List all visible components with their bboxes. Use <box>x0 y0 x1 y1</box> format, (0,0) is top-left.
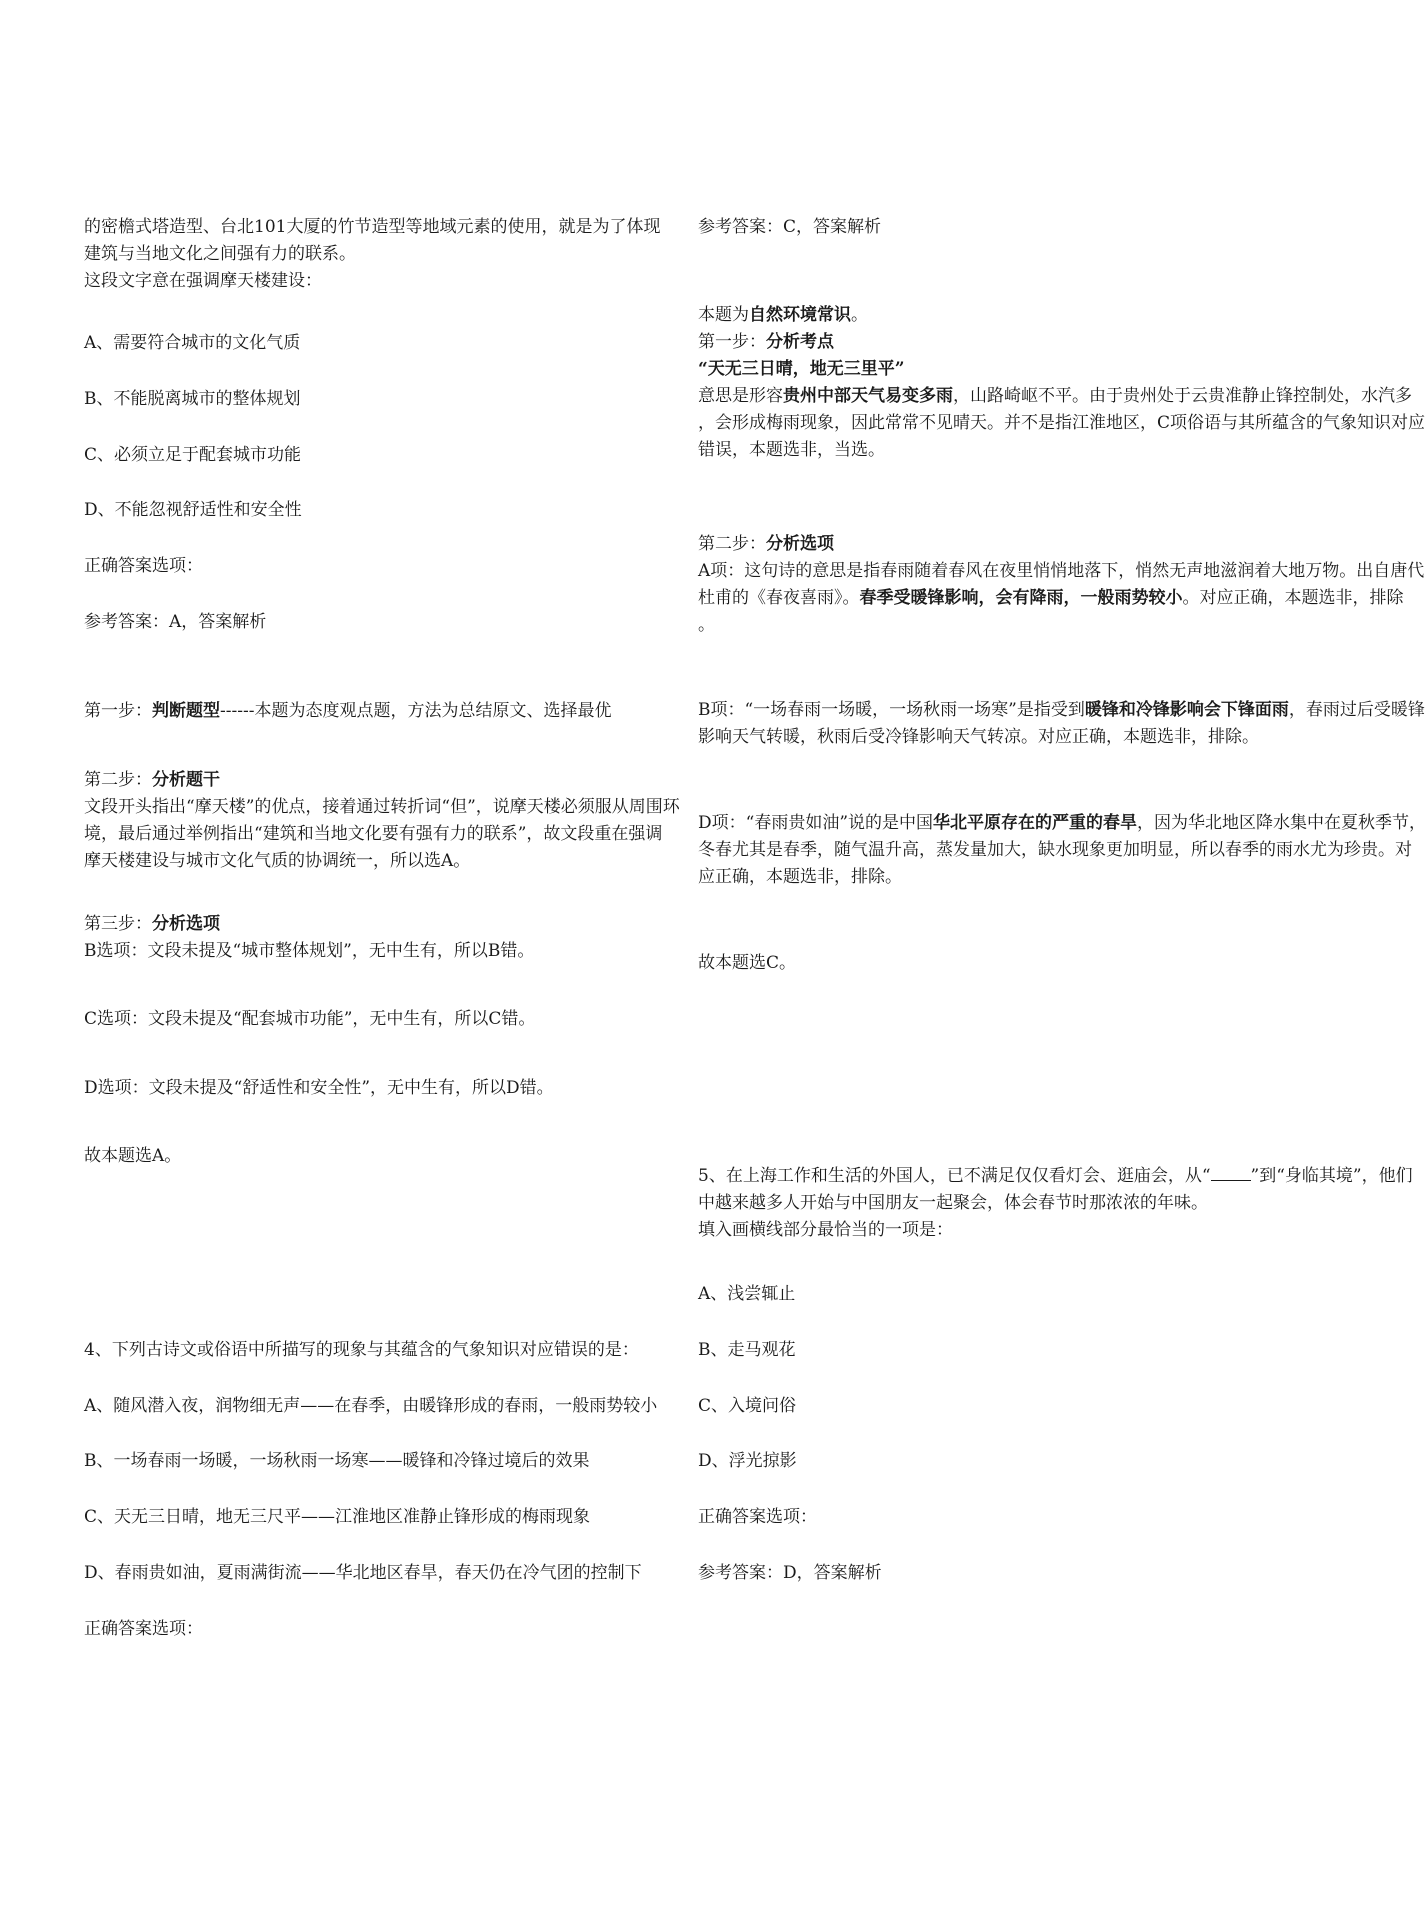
analysis-a: 。 <box>698 615 715 635</box>
q4-option-a: A、随风潜入夜，润物细无声——在春季，由暖锋形成的春雨，一般雨势较小 <box>84 1396 658 1416</box>
fill-blank <box>1211 1166 1251 1181</box>
step-one: 第一步：判断题型------本题为态度观点题，方法为总结原文、选择最优 <box>84 701 612 721</box>
q4-option-d: D、春雨贵如油，夏雨满街流——华北地区春旱，春天仍在冷气团的控制下 <box>84 1563 642 1583</box>
option-a: A、需要符合城市的文化气质 <box>84 333 301 353</box>
meaning-text: 错误，本题选非，当选。 <box>698 440 885 460</box>
question-stem: 这段文字意在强调摩天楼建设： <box>84 271 322 291</box>
analysis-d: D项：“春雨贵如油”说的是中国华北平原存在的严重的春旱，因为华北地区降水集中在夏秋季节， <box>698 813 1426 833</box>
step-two-text: 摩天楼建设与城市文化气质的协调统一，所以选A。 <box>84 851 471 871</box>
step-two-heading: 第二步：分析题干 <box>84 770 220 790</box>
q5-stem: 5、在上海工作和生活的外国人，已不满足仅仅看灯会、逛庙会，从“ ”到“身临其境”，他们 <box>698 1166 1413 1186</box>
analysis-a: A项：这句诗的意思是指春雨随着春风在夜里悄悄地落下，悄然无声地滋润着大地万物。出自唐代 <box>698 561 1425 581</box>
step-one-heading: 第一步：分析考点 <box>698 332 834 352</box>
q5-option-b: B、走马观花 <box>698 1340 796 1360</box>
analysis-d: 冬春尤其是春季，随气温升高，蒸发量加大，缺水现象更加明显，所以春季的雨水尤为珍贵。对 <box>698 840 1412 860</box>
reference-answer: 参考答案：A，答案解析 <box>84 612 267 632</box>
meaning-text: 意思是形容贵州中部天气易变多雨，山路崎岖不平。由于贵州处于云贵准静止锋控制处，水汽多 <box>698 386 1412 406</box>
analysis-b: B选项：文段未提及“城市整体规划”，无中生有，所以B错。 <box>84 941 535 961</box>
q5-option-a: A、浅尝辄止 <box>698 1284 796 1304</box>
analysis-d: 应正确，本题选非，排除。 <box>698 867 902 887</box>
q5-reference-answer: 参考答案：D，答案解析 <box>698 1563 882 1583</box>
option-c: C、必须立足于配套城市功能 <box>84 445 302 465</box>
q5-correct-answer-label: 正确答案选项： <box>698 1507 817 1527</box>
quote: “天无三日晴，地无三里平” <box>698 359 905 379</box>
q5-option-d: D、浮光掠影 <box>698 1451 797 1471</box>
analysis-a: 杜甫的《春夜喜雨》。春季受暖锋影响，会有降雨，一般雨势较小。对应正确，本题选非，排除 <box>698 588 1404 608</box>
q4-option-c: C、天无三日晴，地无三尺平——江淮地区准静止锋形成的梅雨现象 <box>84 1507 591 1527</box>
conclusion: 故本题选C。 <box>698 953 797 973</box>
step-two-text: 文段开头指出“摩天楼”的优点，接着通过转折词“但”，说摩天楼必须服从周围环 <box>84 797 680 817</box>
option-d: D、不能忽视舒适性和安全性 <box>84 500 302 520</box>
intro-line: 建筑与当地文化之间强有力的联系。 <box>84 244 356 264</box>
q5-stem: 中越来越多人开始与中国朋友一起聚会，体会春节时那浓浓的年味。 <box>698 1193 1208 1213</box>
reference-answer: 参考答案：C，答案解析 <box>698 217 882 237</box>
meaning-text: ，会形成梅雨现象，因此常常不见晴天。并不是指江淮地区，C项俗语与其所蕴含的气象知识对应 <box>698 413 1426 433</box>
analysis-c: C选项：文段未提及“配套城市功能”，无中生有，所以C错。 <box>84 1009 536 1029</box>
step-three-heading: 第三步：分析选项 <box>84 914 220 934</box>
correct-answer-label: 正确答案选项： <box>84 556 203 576</box>
option-b: B、不能脱离城市的整体规划 <box>84 389 301 409</box>
conclusion: 故本题选A。 <box>84 1146 182 1166</box>
step-two-heading: 第二步：分析选项 <box>698 534 834 554</box>
analysis-d: D选项：文段未提及“舒适性和安全性”，无中生有，所以D错。 <box>84 1078 554 1098</box>
intro-line: 的密檐式塔造型、台北101大厦的竹节造型等地域元素的使用，就是为了体现 <box>84 217 661 237</box>
step-two-text: 境，最后通过举例指出“建筑和当地文化要有强有力的联系”，故文段重在强调 <box>84 824 663 844</box>
topic-line: 本题为自然环境常识。 <box>698 305 868 325</box>
q5-option-c: C、入境问俗 <box>698 1396 797 1416</box>
q5-stem: 填入画横线部分最恰当的一项是： <box>698 1220 953 1240</box>
analysis-b: 影响天气转暖，秋雨后受冷锋影响天气转凉。对应正确，本题选非，排除。 <box>698 727 1259 747</box>
q4-stem: 4、下列古诗文或俗语中所描写的现象与其蕴含的气象知识对应错误的是： <box>84 1340 639 1360</box>
q4-correct-answer-label: 正确答案选项： <box>84 1619 203 1639</box>
analysis-b: B项：“一场春雨一场暖，一场秋雨一场寒”是指受到暖锋和冷锋影响会下锋面雨，春雨过后受暖锋 <box>698 700 1425 720</box>
q4-option-b: B、一场春雨一场暖，一场秋雨一场寒——暖锋和冷锋过境后的效果 <box>84 1451 590 1471</box>
